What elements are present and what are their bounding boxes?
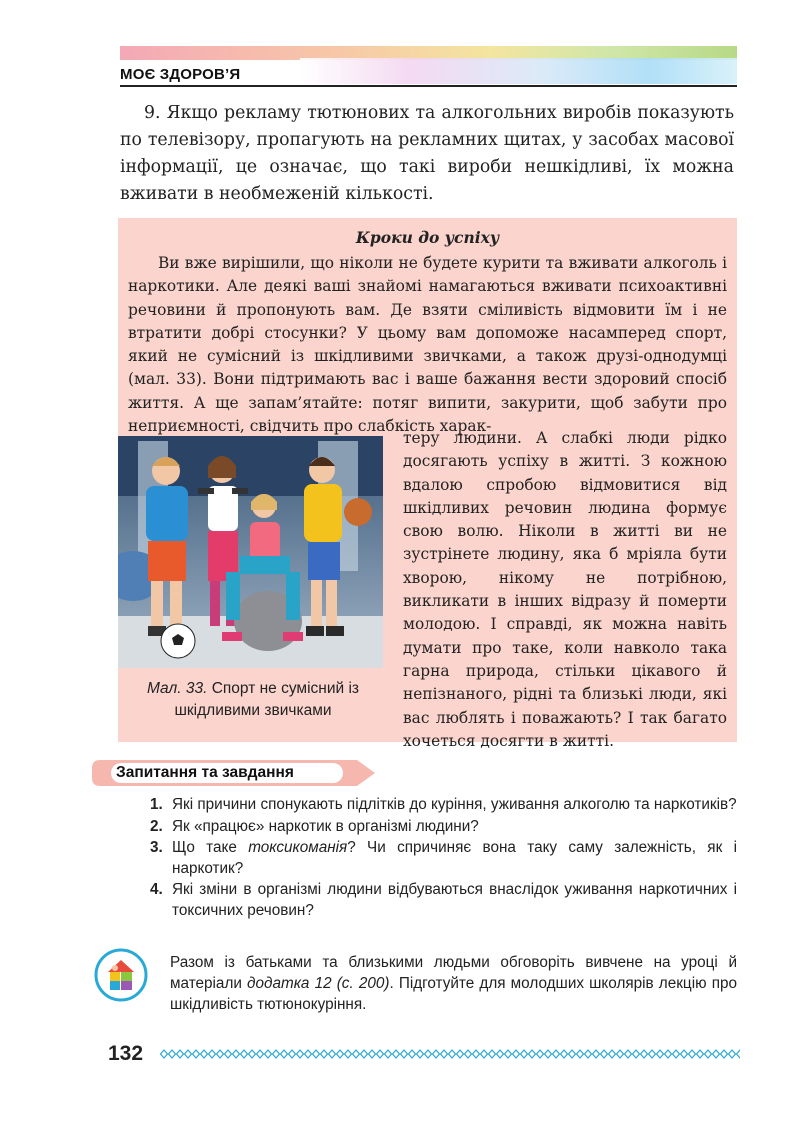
success-box-text-top: Ви вже вирішили, що ніколи не будете курити та вживати алкоголь і наркотики. Але деякі ваші знайомі намагаються вживати психоактивні речовини й пропонують вам. Де взяти сміливість відмовити їм і не втратити добрі стосунки? У цьому вам допоможе насамперед спорт, який не сумісний із шкідливими звичками, а також друзі-однодумці (мал. 33). Вони підтримають вас і ваше бажання вести здоровий спосіб життя. А ще запам’ятайте: потяг випити, закурити, щоб забути про неприємності, свідчить про слабкість харак- [128,254,727,436]
question-item [150,880,737,921]
success-box-text-right: теру людини. А слабкі люди рідко досягають успіху в житті. З кожною вдалою спробою відмовитися від шкідливих речовин людина формує свою волю. Ніколи в житті ви не зустрінете людину, яка б мріяла бути хворою, нікому не потрібною, викликати в інших відразу й померти молодою. І справді, як можна навіть думати про таке, коли навколо така гарна природа, стільки цікавого й непізнаного, рідні та близькі люди, які вас люблять і поважають? І так багато хочеться досягти в житті. [403,429,727,750]
question-number: 4. [150,881,163,898]
photo-caption [118,678,388,722]
question-item [150,795,737,816]
page-number: 132 [108,1042,144,1065]
family-task-italic: додатка 12 (с. 200) [247,975,390,992]
section-header: МОЄ ЗДОРОВ’Я [120,66,241,83]
question-text: Як «працює» наркотик в організмі людини? [172,817,479,835]
header-gradient-bar-secondary [300,58,737,84]
family-task-after: . Підготуйте для молодших школярів лекцію про шкідливість тютюнокуріння. [170,975,737,1013]
header-divider [120,85,737,87]
question-number: 3. [150,839,163,856]
caption-text: Спорт не сумісний із шкідливими звичками [174,680,360,719]
sport-children-photo [118,436,383,668]
caption-prefix: Мал. 33. [146,680,208,697]
question-number: 2. [150,817,163,835]
question-text-before: Що таке [172,839,249,856]
house-family-icon [94,948,148,1002]
question-text: Які зміни в організмі людини відбуваються внаслідок уживання наркотичних і токсичних речовин? [172,881,737,919]
intro-paragraph: 9. Якщо рекламу тютюнових та алкогольних виробів показують по телевізору, пропагують на рекламних щитах, у засобах масової інформації, це означає, що такі вироби нешкідливі, їх можна вживати в необмеженій кількості. [120,103,734,204]
question-number: 1. [150,796,163,813]
questions-title: Запитання та завдання [116,764,294,781]
questions-list [150,795,737,922]
question-item [150,838,737,879]
question-text-italic: токсикоманія [248,839,348,856]
question-text: Які причини спонукають підлітків до куріння, уживання алкоголю та наркотиків? [172,796,737,813]
question-text-after: ? Чи спричиняє вона таку саму залежність, як і наркотик? [172,839,737,877]
success-steps-box [118,218,737,750]
family-task-text [170,952,737,1015]
children-sport-photo-illustration [118,436,383,668]
family-task-before: Разом із батьками та близькими людьми обговоріть вивчене на уроці й матеріали [170,954,737,992]
footer-ornament [160,1048,740,1060]
success-box-title: Кроки до успіху [355,228,500,247]
question-item [150,817,737,838]
